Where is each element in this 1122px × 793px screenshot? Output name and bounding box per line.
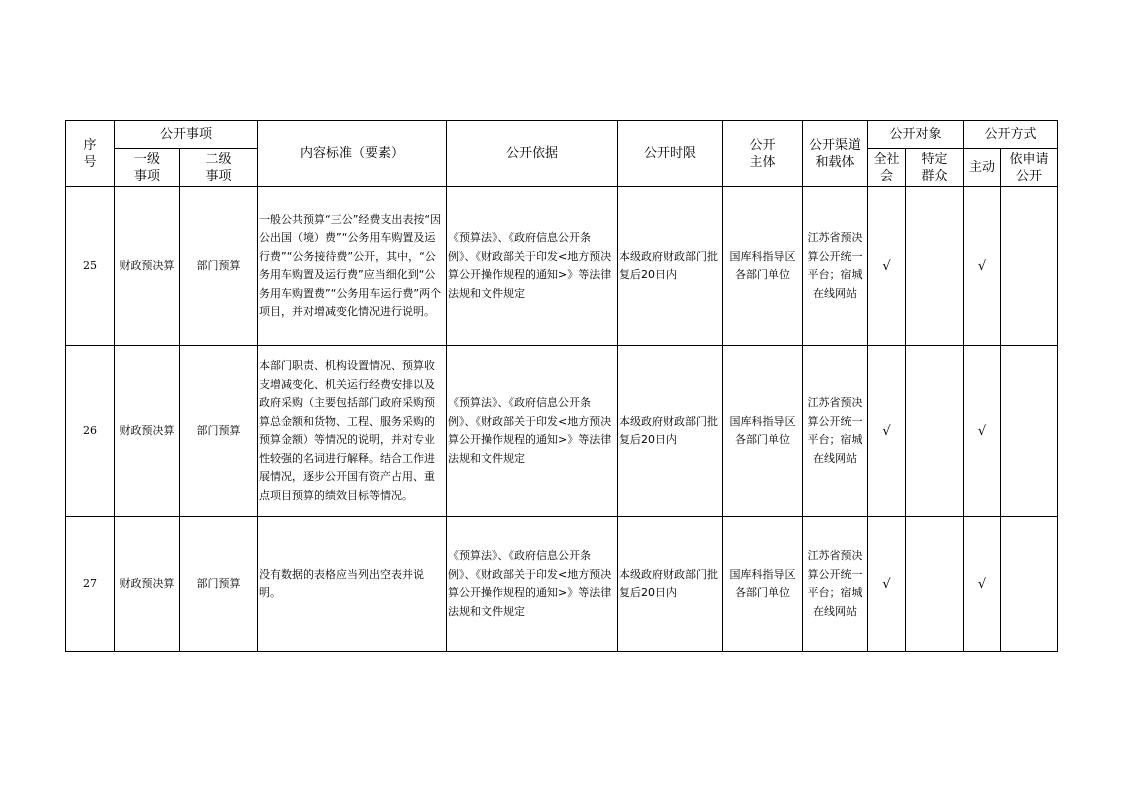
header-level1: 一级事项 (115, 149, 180, 187)
header-method: 公开方式 (964, 121, 1058, 149)
table-row (66, 517, 1058, 652)
disclosure-table (65, 120, 1058, 652)
row-audience-specific-check (906, 346, 964, 517)
row-audience-all-check: √ (868, 517, 906, 652)
row-content: 没有数据的表格应当列出空表并说明。 (258, 517, 447, 652)
row-level2: 部门预算 (180, 187, 258, 346)
row-seq: 25 (66, 187, 115, 346)
row-subject: 国库科指导区各部门单位 (723, 346, 803, 517)
row-subject: 国库科指导区各部门单位 (723, 187, 803, 346)
row-level2: 部门预算 (180, 346, 258, 517)
row-subject: 国库科指导区各部门单位 (723, 517, 803, 652)
header-seq: 序号 (66, 121, 115, 187)
row-basis: 《预算法》、《政府信息公开条例》、《财政部关于印发<地方预决算公开操作规程的通知>》等法律法规和文件规定 (447, 346, 618, 517)
row-method-apply-check (1001, 517, 1058, 652)
row-audience-all-check: √ (868, 346, 906, 517)
header-row-1 (66, 121, 1058, 149)
row-deadline: 本级政府财政部门批复后20日内 (618, 187, 723, 346)
header-items: 公开事项 (115, 121, 258, 149)
row-level2: 部门预算 (180, 517, 258, 652)
row-method-apply-check (1001, 346, 1058, 517)
row-audience-specific-check (906, 187, 964, 346)
row-channel: 江苏省预决算公开统一平台；宿城在线网站 (803, 517, 868, 652)
row-seq: 27 (66, 517, 115, 652)
header-method-apply: 依申请公开 (1001, 149, 1058, 187)
row-deadline: 本级政府财政部门批复后20日内 (618, 346, 723, 517)
row-method-active-check: √ (964, 187, 1001, 346)
row-level1: 财政预决算 (115, 517, 180, 652)
row-deadline: 本级政府财政部门批复后20日内 (618, 517, 723, 652)
table-row (66, 346, 1058, 517)
row-basis: 《预算法》、《政府信息公开条例》、《财政部关于印发<地方预决算公开操作规程的通知>》等法律法规和文件规定 (447, 517, 618, 652)
header-channel: 公开渠道和载体 (803, 121, 868, 187)
header-subject: 公开主体 (723, 121, 803, 187)
row-audience-specific-check (906, 517, 964, 652)
header-content: 内容标准（要素） (258, 121, 447, 187)
header-deadline: 公开时限 (618, 121, 723, 187)
row-level1: 财政预决算 (115, 346, 180, 517)
header-method-active: 主动 (964, 149, 1001, 187)
row-seq: 26 (66, 346, 115, 517)
table-row (66, 187, 1058, 346)
header-audience-specific: 特定群众 (906, 149, 964, 187)
header-audience: 公开对象 (868, 121, 964, 149)
header-level2: 二级事项 (180, 149, 258, 187)
header-basis: 公开依据 (447, 121, 618, 187)
row-content: 本部门职责、机构设置情况、预算收支增减变化、机关运行经费安排以及政府采购（主要包括部门政府采购预算总金额和货物、工程、服务采购的预算金额）等情况的说明，并对专业性较强的名词进行解释。结合工作进展情况，逐步公开国有资产占用、重点项目预算的绩效目标等情况。 (258, 346, 447, 517)
row-basis: 《预算法》、《政府信息公开条例》、《财政部关于印发<地方预决算公开操作规程的通知>》等法律法规和文件规定 (447, 187, 618, 346)
row-method-apply-check (1001, 187, 1058, 346)
row-audience-all-check: √ (868, 187, 906, 346)
row-method-active-check: √ (964, 346, 1001, 517)
row-method-active-check: √ (964, 517, 1001, 652)
row-channel: 江苏省预决算公开统一平台；宿城在线网站 (803, 187, 868, 346)
row-level1: 财政预决算 (115, 187, 180, 346)
row-channel: 江苏省预决算公开统一平台；宿城在线网站 (803, 346, 868, 517)
header-audience-all: 全社会 (868, 149, 906, 187)
row-content: 一般公共预算“三公”经费支出表按“因公出国（境）费”“公务用车购置及运行费”“公务接待费”公开，其中，“公务用车购置及运行费”应当细化到“公务用车购置费”“公务用车运行费”两个项目，并对增减变化情况进行说明。 (258, 187, 447, 346)
